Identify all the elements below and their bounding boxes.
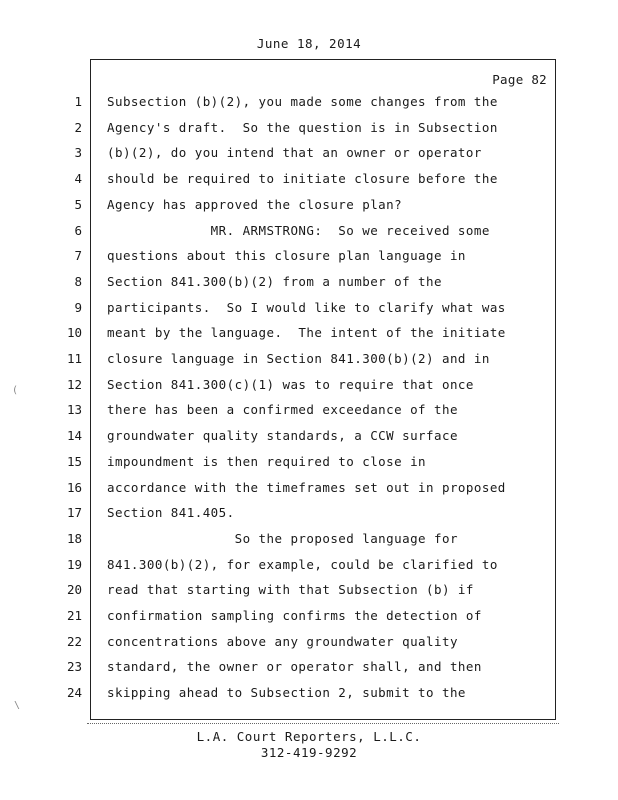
line-text: (b)(2), do you intend that an owner or operator bbox=[107, 145, 482, 160]
line-number: 13 bbox=[66, 402, 82, 417]
line-number: 14 bbox=[66, 428, 82, 443]
line-text: Section 841.300(b)(2) from a number of the bbox=[107, 274, 442, 289]
line-number: 20 bbox=[66, 582, 82, 597]
line-text: impoundment is then required to close in bbox=[107, 454, 427, 469]
line-number: 24 bbox=[66, 685, 82, 700]
line-number: 23 bbox=[66, 659, 82, 674]
line-text: meant by the language. The intent of the initiate bbox=[107, 325, 506, 340]
transcript-date: June 18, 2014 bbox=[256, 36, 362, 51]
line-text: Agency's draft. So the question is in Subsection bbox=[107, 120, 498, 135]
line-text: groundwater quality standards, a CCW surface bbox=[107, 428, 458, 443]
line-number: 2 bbox=[74, 120, 82, 135]
line-number: 6 bbox=[74, 223, 82, 238]
line-text: Subsection (b)(2), you made some changes from the bbox=[107, 94, 498, 109]
line-text: standard, the owner or operator shall, and then bbox=[107, 659, 482, 674]
frame-bottom-rule bbox=[87, 723, 559, 724]
line-number: 3 bbox=[74, 145, 82, 160]
line-number: 21 bbox=[66, 608, 82, 623]
line-text: accordance with the timeframes set out in proposed bbox=[107, 480, 506, 495]
line-number: 15 bbox=[66, 454, 82, 469]
line-number: 1 bbox=[74, 94, 82, 109]
line-text: MR. ARMSTRONG: So we received some bbox=[107, 223, 490, 238]
line-text: Section 841.300(c)(1) was to require that once bbox=[107, 377, 474, 392]
scan-mark: \ bbox=[14, 700, 21, 711]
line-text: So the proposed language for bbox=[107, 531, 458, 546]
line-number: 12 bbox=[66, 377, 82, 392]
line-number: 4 bbox=[74, 171, 82, 186]
line-number: 17 bbox=[66, 505, 82, 520]
line-number: 7 bbox=[74, 248, 82, 263]
line-text: questions about this closure plan language in bbox=[107, 248, 466, 263]
line-number: 18 bbox=[66, 531, 82, 546]
footer bbox=[0, 729, 618, 761]
line-number: 22 bbox=[66, 634, 82, 649]
line-text: skipping ahead to Subsection 2, submit to the bbox=[107, 685, 466, 700]
line-text: 841.300(b)(2), for example, could be clarified to bbox=[107, 557, 498, 572]
line-number: 10 bbox=[66, 325, 82, 340]
footer-company: L.A. Court Reporters, L.L.C. bbox=[196, 729, 422, 744]
line-text: confirmation sampling confirms the detection of bbox=[107, 608, 482, 623]
line-text: Agency has approved the closure plan? bbox=[107, 197, 403, 212]
line-text: read that starting with that Subsection (b) if bbox=[107, 582, 474, 597]
line-text: should be required to initiate closure before the bbox=[107, 171, 498, 186]
line-text: concentrations above any groundwater quality bbox=[107, 634, 458, 649]
footer-phone: 312-419-9292 bbox=[260, 745, 358, 760]
line-number: 8 bbox=[74, 274, 82, 289]
line-text: Section 841.405. bbox=[107, 505, 235, 520]
page-number: Page 82 bbox=[492, 72, 547, 87]
line-text: closure language in Section 841.300(b)(2) and in bbox=[107, 351, 490, 366]
line-number: 5 bbox=[74, 197, 82, 212]
line-text: there has been a confirmed exceedance of the bbox=[107, 402, 458, 417]
scan-mark: ( bbox=[12, 385, 19, 396]
line-number: 16 bbox=[66, 480, 82, 495]
line-text: participants. So I would like to clarify what was bbox=[107, 300, 506, 315]
line-number: 19 bbox=[66, 557, 82, 572]
line-number: 9 bbox=[74, 300, 82, 315]
line-number: 11 bbox=[66, 351, 82, 366]
